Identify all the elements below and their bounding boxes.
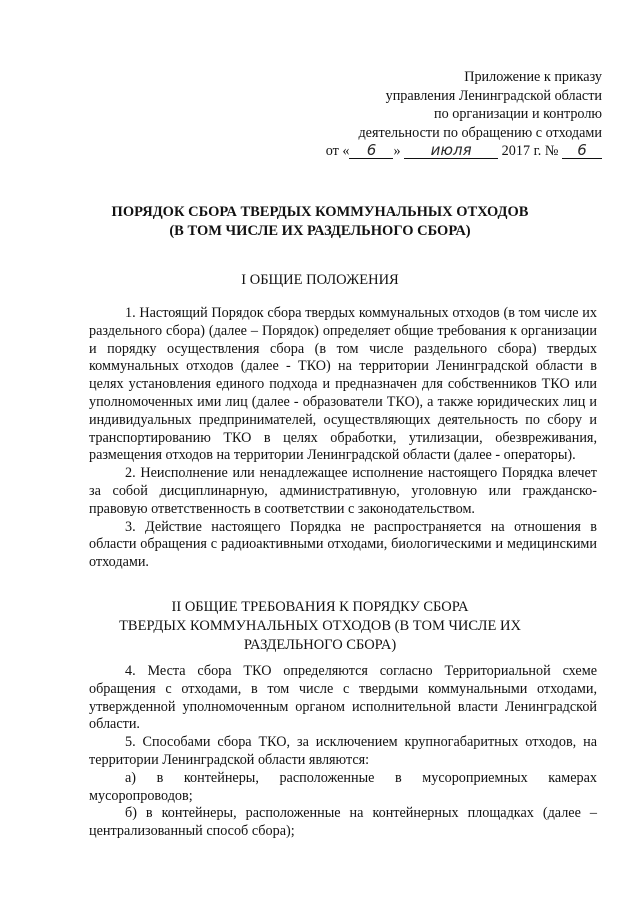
section-2-body: [89, 663, 597, 841]
order-number: 6: [562, 143, 602, 159]
title-line-1: ПОРЯДОК СБОРА ТВЕРДЫХ КОММУНАЛЬНЫХ ОТХОДОВ: [111, 204, 529, 220]
section-2-heading-line-1: II ОБЩИЕ ТРЕБОВАНИЯ К ПОРЯДКУ СБОРА: [171, 599, 469, 615]
paragraph-3: 3. Действие настоящего Порядка не распространяется на отношения в области обращения с радиоактивными отходами, биологическими и медицинскими отходами.: [89, 518, 597, 571]
date-year: 2017 г. №: [501, 143, 559, 160]
section-1-heading: I ОБЩИЕ ПОЛОЖЕНИЯ: [241, 272, 399, 288]
section-2-heading-line-2: ТВЕРДЫХ КОММУНАЛЬНЫХ ОТХОДОВ (В ТОМ ЧИСЛЕ ИХ: [119, 618, 521, 634]
paragraph-5a: а) в контейнеры, расположенные в мусороприемных камерах мусоропроводов;: [89, 769, 597, 804]
date-prefix: от «: [325, 143, 350, 160]
title-line-2: (В ТОМ ЧИСЛЕ ИХ РАЗДЕЛЬНОГО СБОРА): [169, 223, 471, 239]
section-1-body: [89, 305, 597, 572]
appendix-line-1: Приложение к приказу: [464, 69, 602, 85]
paragraph-5b: б) в контейнеры, расположенные на контейнерных площадках (далее – централизованный способ сбора);: [89, 805, 597, 840]
paragraph-1: 1. Настоящий Порядок сбора твердых коммунальных отходов (в том числе их раздельного сбора) (далее – Порядок) определяет общие требования к организации и порядку осуществления сбора (в том числе раздельного сбора) твердых коммунальных отходов (далее - ТКО) на территории Ленинградской области в целях установления единого подхода и предназначен для собственников ТКО или уполномоченных ими лиц (далее - образователи ТКО), а также юридических лиц и индивидуальных предпринимателей, осуществляющих деятельность по сбору и транспортированию ТКО в целях обработки, утилизации, обезвреживания, размещения отходов на территории Ленинградской области (далее - операторы).: [89, 305, 597, 464]
paragraph-5: 5. Способами сбора ТКО, за исключением крупногабаритных отходов, на территории Ленинградской области являются:: [89, 734, 597, 768]
appendix-line-2: управления Ленинградской области: [385, 87, 602, 104]
paragraph-2: 2. Неисполнение или ненадлежащее исполнение настоящего Порядка влечет за собой дисциплинарную, административную, уголовную или гражданско-правовую ответственность в соответствии с законодательством.: [89, 465, 597, 517]
document-title: [60, 203, 580, 241]
appendix-block: [262, 68, 602, 161]
date-mid: »: [393, 143, 401, 160]
section-2-heading-line-3: РАЗДЕЛЬНОГО СБОРА): [243, 637, 397, 653]
appendix-line-4: деятельности по обращению с отходами: [358, 124, 602, 141]
appendix-date-line: [262, 142, 602, 161]
date-day: 6: [349, 143, 393, 159]
appendix-line-3: по организации и контролю: [434, 106, 602, 123]
section-2-heading: [60, 598, 580, 655]
date-month: июля: [404, 143, 498, 159]
paragraph-4: 4. Места сбора ТКО определяются согласно Территориальной схеме обращения с отходами, в том числе с твердыми коммунальными отходами, утвержденной уполномоченным органом исполнительной власти Ленинградской области.: [89, 663, 597, 733]
